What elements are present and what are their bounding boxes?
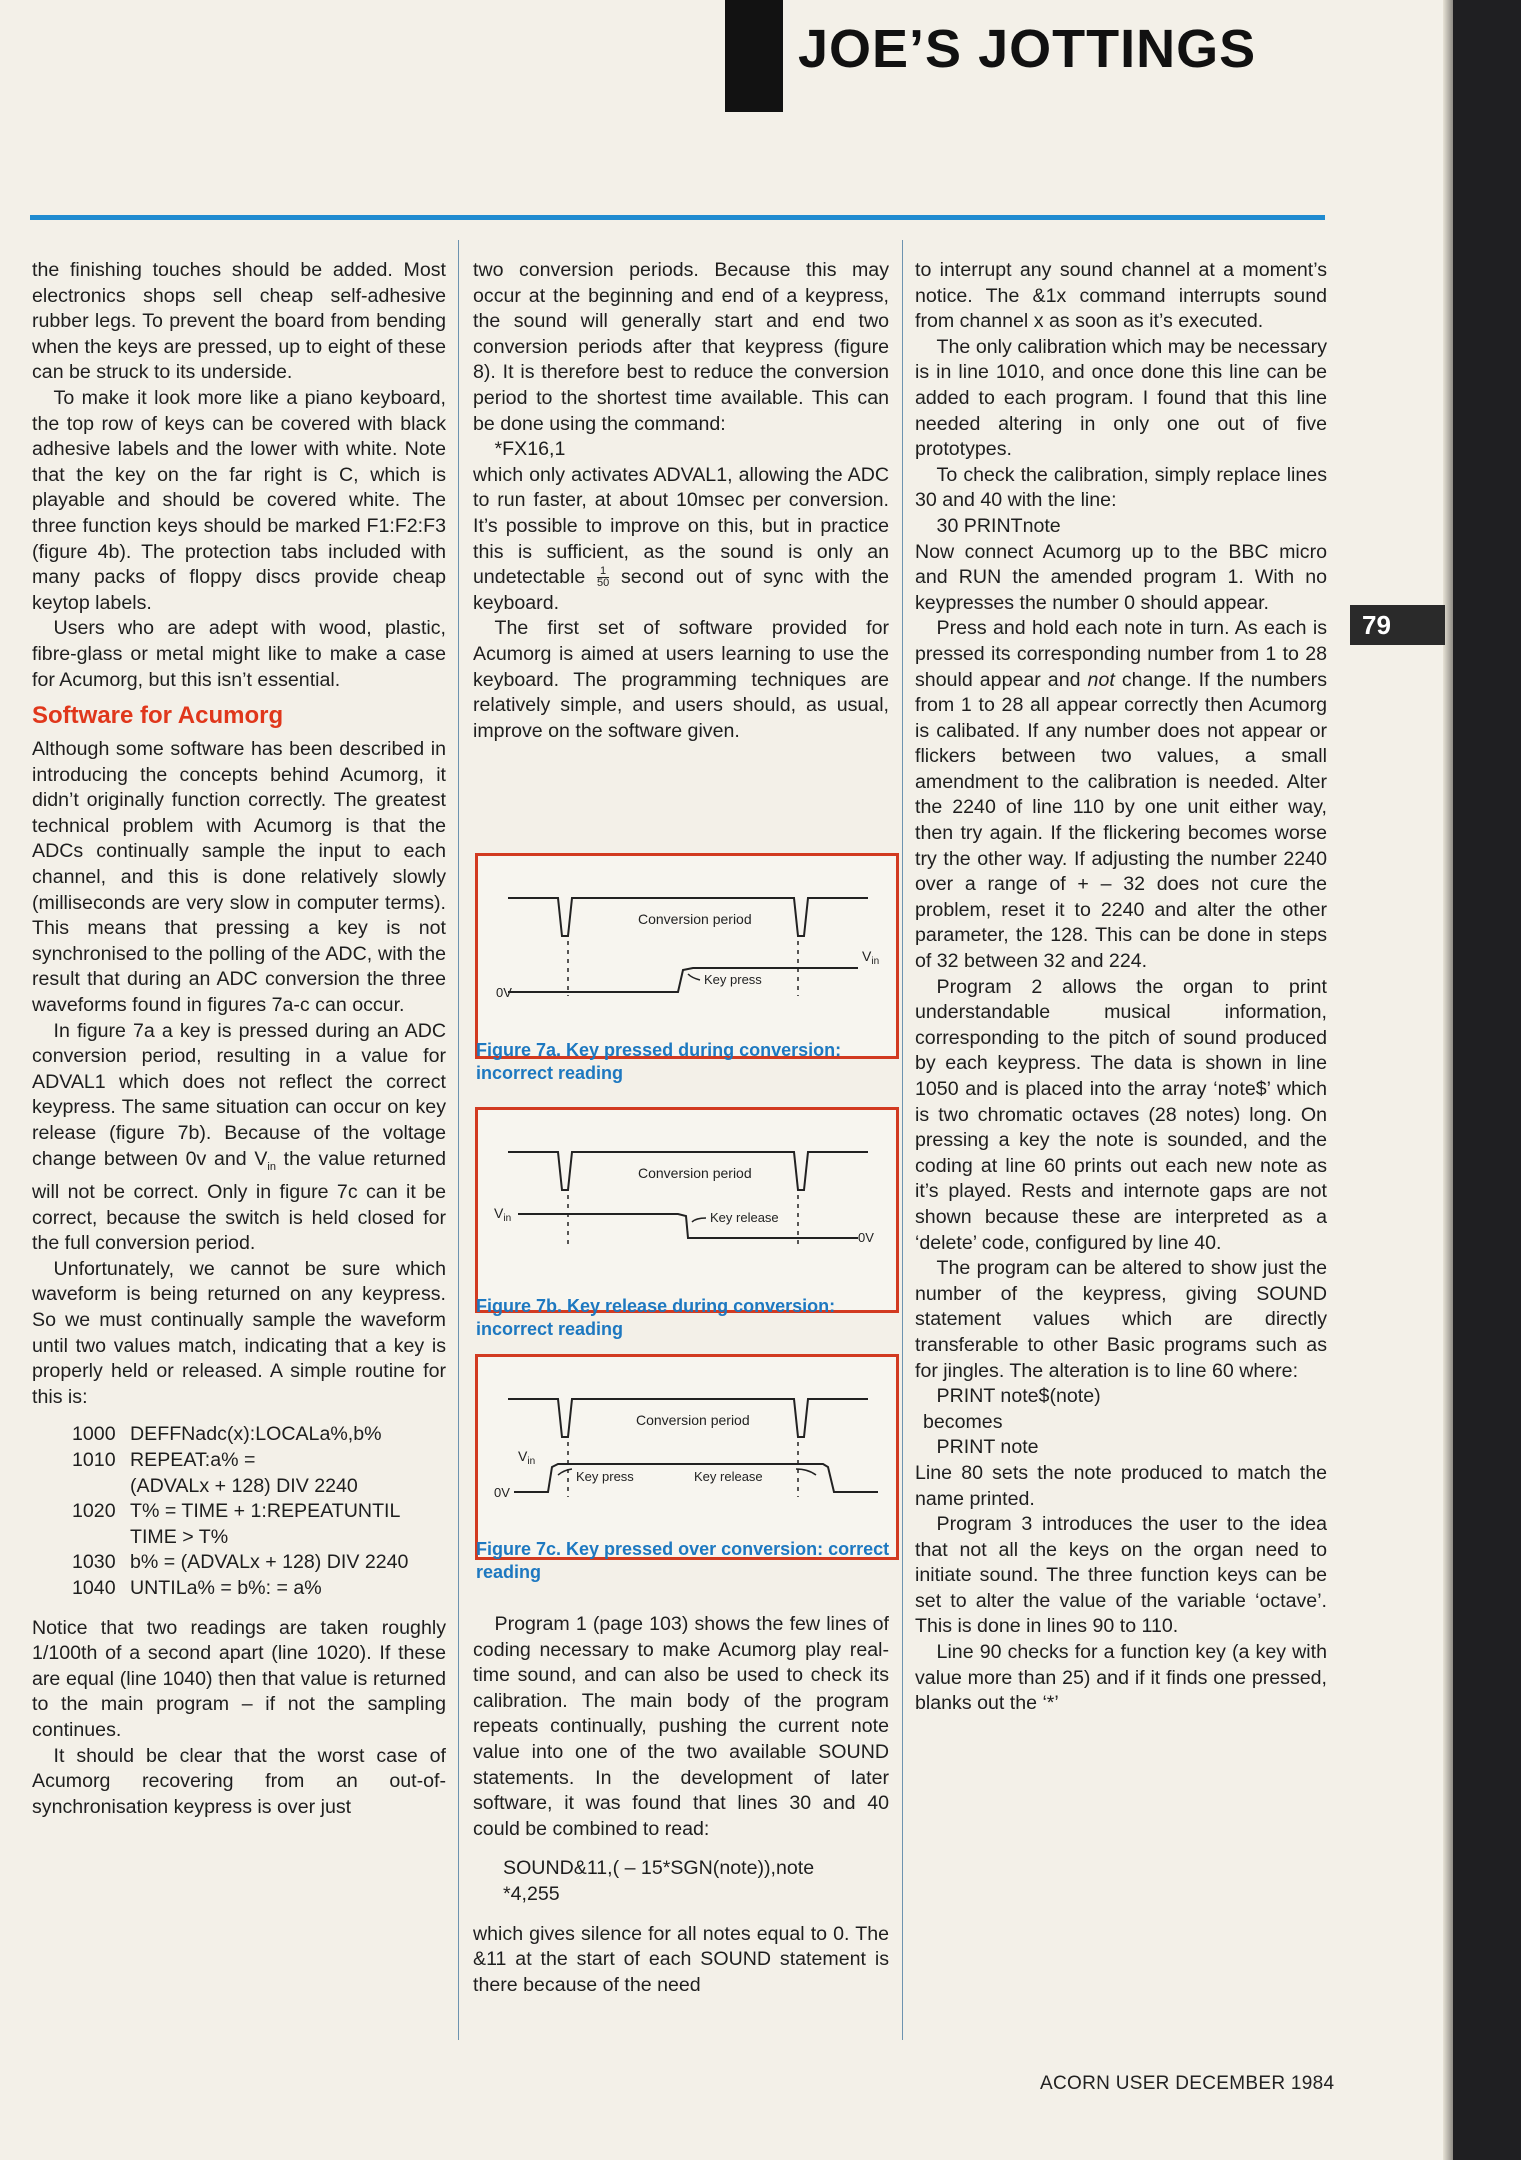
column-2-top — [473, 258, 889, 744]
column-divider — [902, 240, 903, 2040]
code-line: 1020 T% = TIME + 1:REPEATUNTIL — [72, 1500, 401, 1523]
paragraph: The only calibration which may be necessary is in line 1010, and once done this line can be added to each program. I found that this line needed altering in only one out of five prototypes. — [915, 335, 1327, 461]
key-release-label: Key release — [710, 1210, 779, 1225]
column-3 — [915, 258, 1327, 1717]
code-line: 1030 b% = (ADVALx + 128) DIV 2240 — [72, 1551, 409, 1574]
code-line: PRINT note$(note) — [936, 1385, 1101, 1408]
paragraph: The first set of software provided for Acumorg is aimed at users learning to use the keyboard. The programming techniques are relatively simple, and users should, as usual, improve on the software given. — [473, 617, 889, 742]
header-rule — [30, 215, 1325, 220]
paragraph: which only activates ADVAL1, allowing the ADC to run faster, at about 10msec per conversion. It’s possible to improve on this, but in practice this is sufficient, as the sound is only an undetectable $\frac{1}{50}$ second out of sync with the keyboard. — [473, 463, 889, 614]
conversion-period-label: Conversion period — [638, 911, 752, 927]
paragraph: Now connect Acumorg up to the BBC micro and RUN the amended program 1. With no keypresses the number 0 should appear. — [915, 540, 1327, 614]
code-line: *FX16,1 — [494, 438, 566, 461]
page-header-title: JOE’S JOTTINGS — [798, 19, 1257, 79]
header-decoration — [725, 0, 783, 112]
paragraph: Program 1 (page 103) shows the few lines of coding necessary to make Acumorg play real-time sound, and can also be used to check its calibration. The main body of the program repeats continually, pushing the current note value into one of the two available SOUND statements. In the development of later software, it was found that lines 30 and 40 could be combined to read: — [473, 1613, 889, 1840]
paragraph: becomes — [923, 1410, 1003, 1433]
paragraph: which gives silence for all notes equal to 0. The &11 at the start of each SOUND statement is there because of the need — [473, 1922, 889, 1996]
figure-7a — [475, 853, 899, 1059]
key-press-label: Key press — [576, 1469, 634, 1484]
zero-volt-label: 0V — [496, 985, 512, 1000]
paragraph: Users who are adept with wood, plastic, fibre-glass or metal might like to make a case for Acumorg, but this isn’t essential. — [32, 617, 446, 691]
code-line: TIME > T% — [130, 1525, 229, 1548]
page-binding-edge — [1453, 0, 1521, 2160]
paragraph: to interrupt any sound channel at a moment’s notice. The &1x command interrupts sound from channel x as soon as it’s executed. — [915, 259, 1327, 333]
paragraph: two conversion periods. Because this may occur at the beginning and end of a keypress, the sound will generally start and end two conversion periods after that keypress (figure 8). It is therefore best to reduce the conversion period to the shortest time available. This can be done using the command: — [473, 259, 889, 435]
code-line: 1010 REPEAT:a% = — [72, 1449, 256, 1472]
paragraph: the finishing touches should be added. Most electronics shops sell cheap self-adhesive rubber legs. To prevent the board from bending when the keys are pressed, up to eight of these can be struck to its underside. — [32, 259, 446, 384]
code-listing — [503, 1856, 889, 1907]
key-press-label: Key press — [704, 972, 762, 987]
figure-7b-caption: Figure 7b. Key release during conversion: incorrect reading — [476, 1296, 836, 1339]
paragraph: Notice that two readings are taken roughly 1/100th of a second apart (line 1020). If these are equal (line 1040) then that value is returned to the main program – if not the sampling continues. — [32, 1616, 446, 1741]
zero-volt-label: 0V — [858, 1230, 874, 1245]
figure-7c — [475, 1354, 899, 1560]
code-line: SOUND&11,( – 15*SGN(note)),note — [503, 1857, 815, 1880]
code-line: *4,255 — [503, 1882, 560, 1905]
zero-volt-label: 0V — [494, 1485, 510, 1500]
code-line: 30 PRINTnote — [936, 514, 1061, 537]
code-line: (ADVALx + 128) DIV 2240 — [130, 1474, 358, 1497]
page-number-tab: 79 — [1350, 605, 1445, 645]
vin-label: $V_{in}$ — [862, 948, 880, 967]
paragraph: Program 3 introduces the user to the idea that not all the keys on the organ need to initiate sound. The three function keys can be set to alter the value of the variable ‘octave’. This is done in lines 90 to 110. — [915, 1513, 1327, 1638]
figure-7b — [475, 1107, 899, 1313]
vin-label: $V_{in}$ — [494, 1205, 512, 1224]
code-listing — [32, 1422, 446, 1601]
column-2-bottom — [473, 1612, 889, 1998]
paragraph: Line 90 checks for a function key (a key with value more than 25) and if it finds one pressed, blanks out the ‘*’ — [915, 1641, 1327, 1715]
paragraph: Unfortunately, we cannot be sure which waveform is being returned on any keypress. So we must continually sample the waveform until two values match, indicating that a key is properly held or released. A simple routine for this is: — [32, 1257, 446, 1408]
conversion-period-label: Conversion period — [636, 1412, 750, 1428]
paragraph: Although some software has been described in introducing the concepts behind Acumorg, it didn’t originally function correctly. The greatest technical problem with Acumorg is that the ADCs continually sample the input to each channel, and this is done relatively slowly (milliseconds are very slow in computer terms). This means that pressing a key is not synchronised to the polling of the ADC, with the result that during an ADC conversion the three waveforms found in figures 7a-c can occur. — [32, 738, 446, 1017]
paragraph: Line 80 sets the note produced to match the name printed. — [915, 1461, 1327, 1510]
code-line: PRINT note — [936, 1436, 1039, 1459]
page-footer: ACORN USER DECEMBER 1984 — [1040, 2073, 1335, 2094]
paragraph: In figure 7a a key is pressed during an ADC conversion period, resulting in a value for ADVAL1 which does not reflect the correct keypress. The same situation can occur on key release (figure 7b). Because of the voltage change between 0v and $V_{in}$ the value returned will not be correct. Only in figure 7c can it be correct, because the switch is held closed for the full conversion period. — [32, 1019, 446, 1255]
key-release-label: Key release — [694, 1469, 763, 1484]
code-line: 1040 UNTILa% = b%: = a% — [72, 1577, 322, 1599]
paragraph: Press and hold each note in turn. As each is pressed its corresponding number from 1 to 28 should appear and not change. If the numbers from 1 to 28 all appear correctly then Acumorg is calibated. If any number does not appear or flickers between two values, a small amendment to the calibration is needed. Alter the 2240 of line 110 by one unit either way, then try again. If the flickering becomes worse try the other way. If adjusting the number 2240 over a range of + – 32 does not cure the problem, reset it to 2240 and alter the other parameter, the 128. This can be done in steps of 32 between 32 and 224. — [915, 617, 1328, 973]
paragraph: The program can be altered to show just the number of the keypress, giving SOUND statement values which are directly transferable to other Basic programs such as for jingles. The alteration is to line 60 where: — [915, 1257, 1327, 1382]
figure-7c-caption: Figure 7c. Key pressed over conversion: correct reading — [476, 1539, 890, 1582]
paragraph: To check the calibration, simply replace lines 30 and 40 with the line: — [915, 463, 1327, 512]
column-1 — [32, 258, 446, 1820]
section-heading: Software for Acumorg — [32, 702, 284, 730]
conversion-period-label: Conversion period — [638, 1165, 752, 1181]
figure-7a-caption: Figure 7a. Key pressed during conversion: incorrect reading — [476, 1040, 842, 1083]
vin-label: $V_{in}$ — [518, 1448, 536, 1467]
paragraph: To make it look more like a piano keyboard, the top row of keys can be covered with black adhesive labels and the lower with white. Note that the key on the far right is C, which is playable and should be covered white. The three function keys should be marked F1:F2:F3 (figure 4b). The protection tabs included with many packs of floppy discs provide cheap keytop labels. — [32, 386, 446, 614]
paragraph: It should be clear that the worst case of Acumorg recovering from an out-of-synchronisation keypress is over just — [32, 1744, 446, 1818]
code-line: 1000 DEFFNadc(x):LOCALa%,b% — [72, 1423, 382, 1446]
paragraph: Program 2 allows the organ to print understandable musical information, corresponding to the pitch of sound produced by each keypress. The data is shown in line 1050 and is placed into the array ‘note$’ which is two chromatic octaves (28 notes) long. On pressing a key the note is sounded, and the coding at line 60 prints out each new note as it’s played. Rests and internote gaps are not shown because these are interpreted as a ‘delete’ code, configured by line 40. — [915, 975, 1327, 1254]
column-divider — [458, 240, 459, 2040]
